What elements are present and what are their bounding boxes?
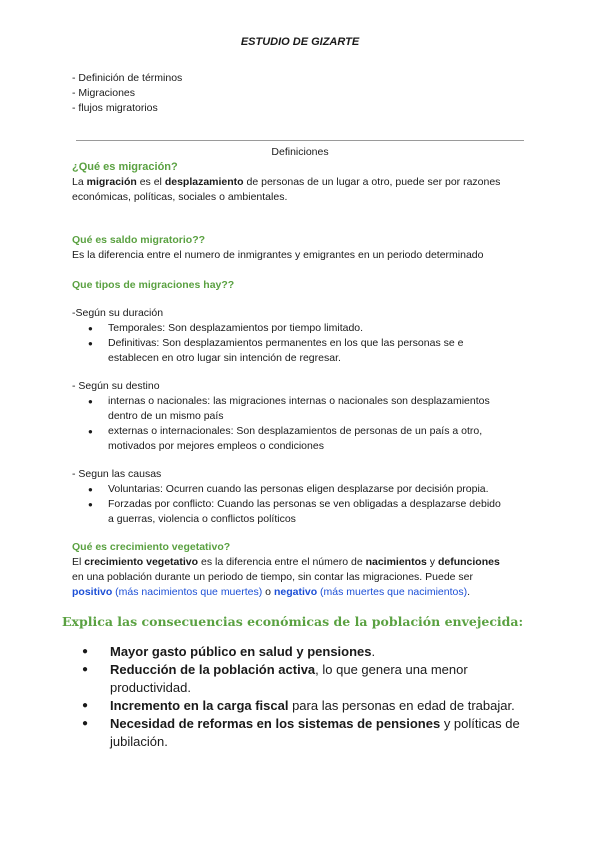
text-line: ● Definitivas: Son desplazamientos permanentes en los que las personas se e: [108, 337, 464, 349]
list-duracion: [88, 321, 528, 366]
bold-term: Incremento en la carga fiscal: [110, 698, 289, 713]
list-item: [88, 321, 528, 336]
divider: [76, 140, 524, 141]
list-consecuencias: [80, 643, 540, 751]
heading-consecuencias: Explica las consecuencias económicas de la población envejecida:: [62, 614, 524, 629]
text: de personas de un lugar a otro, puede ser por razones: [243, 176, 501, 188]
text: es el: [136, 176, 165, 188]
text: El: [72, 556, 85, 568]
toc-item: - flujos migratorios: [72, 102, 158, 114]
heading-migracion: ¿Qué es migración?: [72, 161, 178, 173]
list-item: [88, 336, 528, 366]
bold-term: crecimiento vegetativo: [84, 556, 199, 568]
list-item: [80, 643, 540, 661]
toc-item: - Migraciones: [72, 87, 136, 99]
group-label-destino: - Según su destino: [72, 380, 160, 392]
bold-term: Necesidad de reformas en los sistemas de pensiones: [110, 716, 441, 731]
text: para las personas en edad de trabajar.: [288, 698, 515, 713]
heading-crecimiento: Qué es crecimiento vegetativo?: [72, 541, 231, 553]
paragraph-saldo: Es la diferencia entre el numero de inmigrantes y emigrantes en un periodo determinado: [72, 249, 484, 261]
heading-tipos: Que tipos de migraciones hay??: [72, 279, 235, 291]
text-line: a guerras, violencia o conflictos políticos: [108, 513, 296, 525]
list-destino: [88, 394, 528, 454]
group-label-causas: - Segun las causas: [72, 468, 162, 480]
bold-term-positivo: positivo: [72, 586, 113, 598]
note: (más nacimientos que muertes): [112, 586, 263, 598]
bold-term-negativo: negativo: [273, 586, 318, 598]
text: .: [467, 586, 471, 598]
text-line: dentro de un mismo país: [108, 410, 224, 422]
text-line: ● Voluntarias: Ocurren cuando las personas eligen desplazarse por decisión propia.: [108, 483, 489, 495]
text: es la diferencia entre el número de: [198, 556, 366, 568]
text-line: jubilación.: [110, 734, 168, 749]
list-item: [80, 715, 540, 751]
text-line: en una población durante un periodo de tiempo, sin contar las migraciones. Puede ser: [72, 571, 474, 583]
text-line: motivados por mejores empleos o condiciones: [108, 440, 324, 452]
heading-saldo: Qué es saldo migratorio??: [72, 234, 206, 246]
text: .: [371, 644, 376, 659]
bold-term: nacimientos: [365, 556, 427, 568]
text: y: [426, 556, 438, 568]
text-line: ● Temporales: Son desplazamientos por tiempo limitado.: [108, 322, 364, 334]
section-label: Definiciones: [271, 146, 329, 158]
note: (más muertes que nacimientos): [317, 586, 468, 598]
list-causas: [88, 482, 528, 527]
list-item: [80, 697, 540, 715]
bold-term: desplazamiento: [164, 176, 244, 188]
bold-term: Reducción de la población activa: [110, 662, 316, 677]
list-item: [88, 497, 528, 527]
text-line: ● Forzadas por conflicto: Cuando las personas se ven obligadas a desplazarse debido: [108, 498, 501, 510]
toc-item: - Definición de términos: [72, 72, 183, 84]
paragraph-crecimiento: [72, 555, 542, 600]
text: La: [72, 176, 87, 188]
bold-term: migración: [86, 176, 137, 188]
bold-term: defunciones: [437, 556, 500, 568]
text-line: productividad.: [110, 680, 191, 695]
bold-term: Mayor gasto público en salud y pensiones: [110, 644, 372, 659]
text-line: económicas, políticas, sociales o ambientales.: [72, 191, 288, 203]
paragraph-migracion: [72, 175, 542, 205]
list-item: [88, 482, 528, 497]
list-item: [80, 661, 540, 697]
group-label-duracion: -Según su duración: [72, 307, 164, 319]
text: o: [262, 586, 274, 598]
list-item: [88, 424, 528, 454]
text: , lo que genera una menor: [315, 662, 468, 677]
text-line: ● internas o nacionales: las migraciones internas o nacionales son desplazamientos: [108, 395, 490, 407]
text-line: ● externas o internacionales: Son desplazamientos de personas de un país a otro,: [108, 425, 483, 437]
text-line: establecen en otro lugar sin intención de regresar.: [108, 352, 341, 364]
list-item: [88, 394, 528, 424]
toc-list: [72, 71, 182, 116]
doc-title: ESTUDIO DE GIZARTE: [240, 36, 360, 48]
text: y políticas de: [440, 716, 520, 731]
